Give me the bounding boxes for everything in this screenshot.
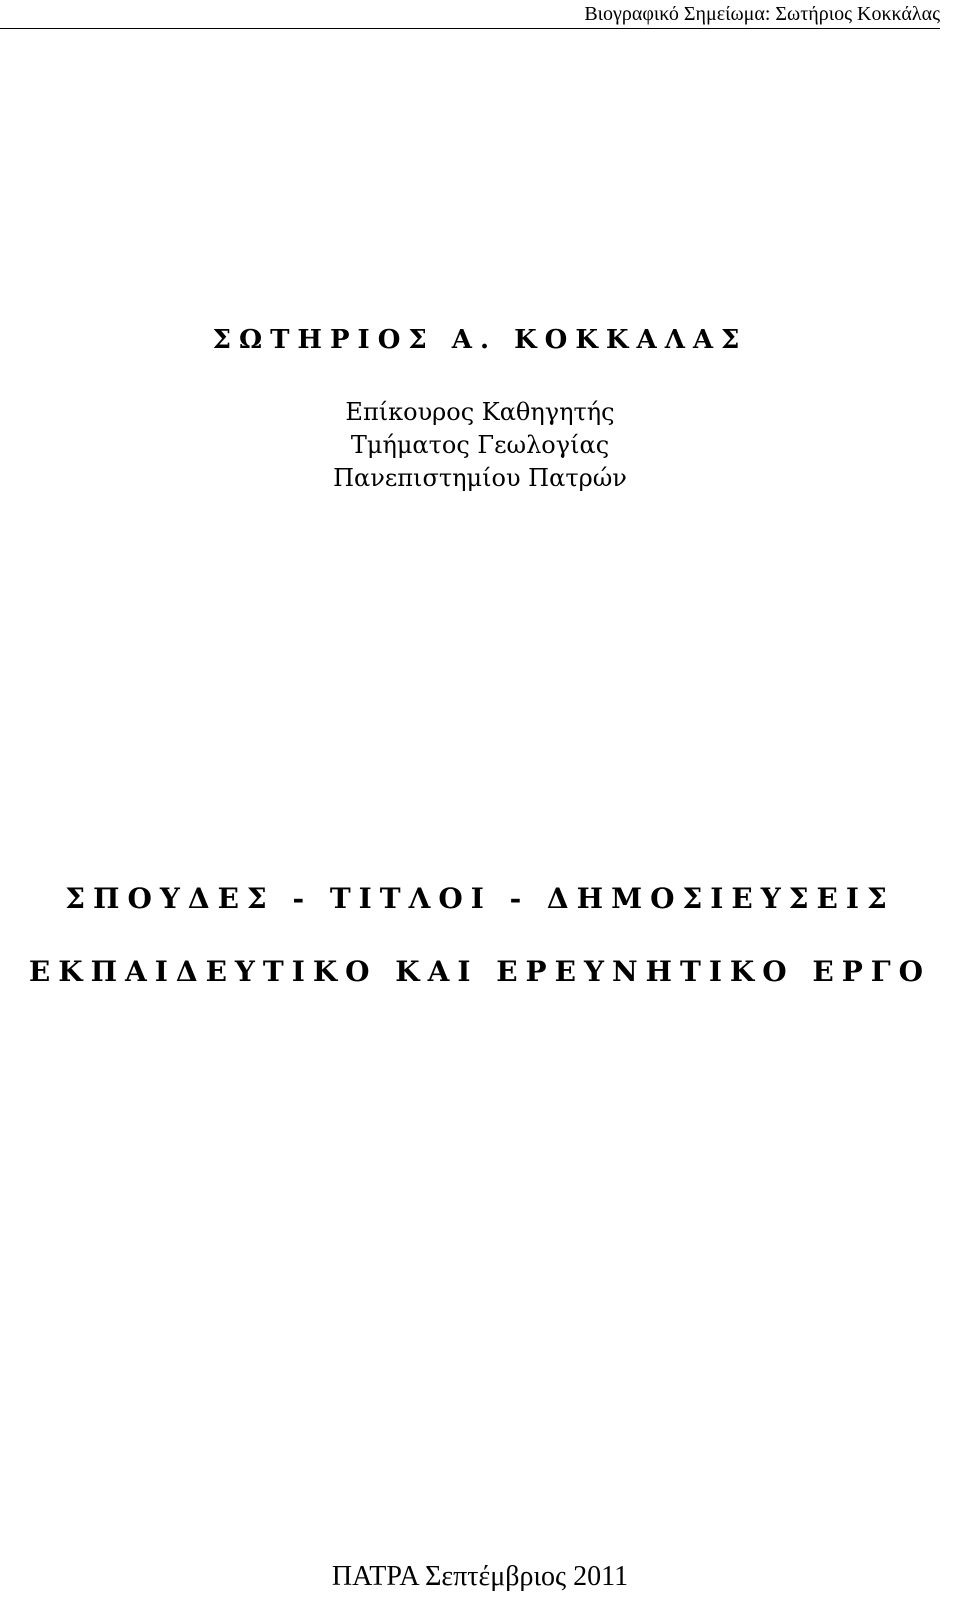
department-name: Τμήματος Γεωλογίας <box>350 431 610 459</box>
author-name: ΣΩΤΗΡΙΟΣ Α. ΚΟΚΚΑΛΑΣ <box>212 325 748 355</box>
document-subtitle-line-2: ΕΚΠΑΙΔΕΥΤΙΚΟ ΚΑΙ ΕΡΕΥΝΗΤΙΚΟ ΕΡΓΟ <box>28 955 932 988</box>
document-subtitle-line-1: ΣΠΟΥΔΕΣ - ΤΙΤΛΟΙ - ΔΗΜΟΣΙΕΥΣΕΙΣ <box>65 882 895 915</box>
affiliation-block <box>0 396 960 495</box>
header-divider <box>0 28 940 29</box>
place-and-date: ΠΑΤΡΑ Σεπτέμβριος 2011 <box>331 1561 629 1592</box>
university-name: Πανεπιστημίου Πατρών <box>333 464 627 492</box>
academic-position: Επίκουρος Καθηγητής <box>345 398 615 426</box>
running-header: Βιογραφικό Σημείωμα: Σωτήριος Κοκκάλας <box>584 3 940 25</box>
